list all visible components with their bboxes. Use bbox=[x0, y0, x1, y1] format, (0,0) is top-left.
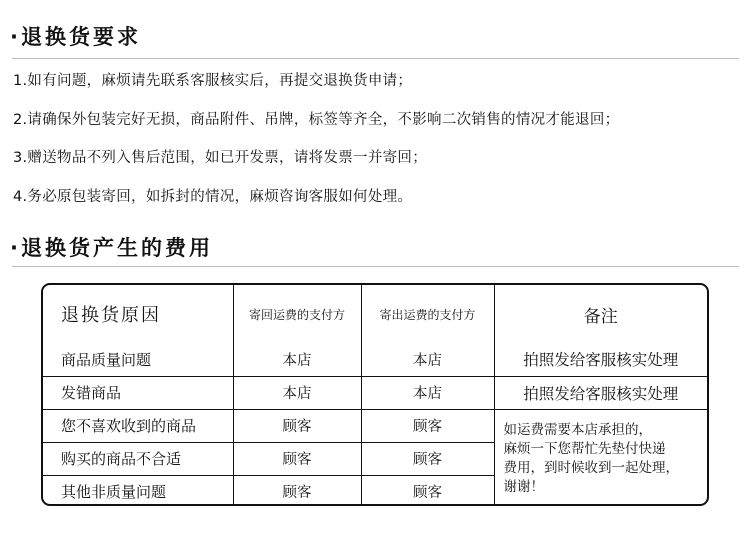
merged-note-line: 费用，到时候收到一起处理， bbox=[503, 459, 679, 476]
cell-reason: 购买的商品不合适 bbox=[43, 442, 233, 475]
cell-ship-payer: 本店 bbox=[361, 376, 494, 409]
cell-note: 拍照发给客服核实处理 bbox=[494, 376, 707, 409]
header-ship-payer: 寄出运费的支付方 bbox=[361, 285, 494, 343]
cell-reason: 商品质量问题 bbox=[43, 343, 233, 376]
cell-return-payer: 顾客 bbox=[233, 475, 361, 506]
return-fees-heading: ·退换货产生的费用 bbox=[10, 236, 213, 260]
requirement-item: 2.请确保外包装完好无损，商品附件、吊牌，标签等齐全，不影响二次销售的情况才能退回； bbox=[13, 111, 620, 128]
return-requirements-list bbox=[13, 62, 738, 216]
header-return-payer: 寄回运费的支付方 bbox=[233, 285, 361, 343]
header-reason: 退换货原因 bbox=[43, 285, 233, 343]
fees-table-frame bbox=[41, 283, 709, 506]
cell-return-payer: 本店 bbox=[233, 376, 361, 409]
cell-note: 拍照发给客服核实处理 bbox=[494, 343, 707, 376]
cell-ship-payer: 顾客 bbox=[361, 409, 494, 442]
cell-ship-payer: 顾客 bbox=[361, 442, 494, 475]
merged-note-line: 麻烦一下您帮忙先垫付快递 bbox=[503, 440, 666, 457]
table-row bbox=[43, 409, 707, 442]
cell-reason: 发错商品 bbox=[43, 376, 233, 409]
return-requirements-heading: ·退换货要求 bbox=[10, 25, 141, 49]
merged-note-line: 如运费需要本店承担的， bbox=[503, 421, 652, 438]
cell-ship-payer: 顾客 bbox=[361, 475, 494, 506]
requirement-item: 4.务必原包装寄回，如拆封的情况，麻烦咨询客服如何处理。 bbox=[13, 188, 413, 205]
cell-reason: 其他非质量问题 bbox=[43, 475, 233, 506]
table-row bbox=[43, 376, 707, 409]
section-divider bbox=[12, 58, 739, 59]
cell-return-payer: 顾客 bbox=[233, 442, 361, 475]
section-divider bbox=[12, 266, 739, 267]
table-header-row bbox=[43, 285, 707, 343]
requirement-item: 1.如有问题，麻烦请先联系客服核实后，再提交退换货申请； bbox=[13, 73, 413, 89]
cell-ship-payer: 本店 bbox=[361, 343, 494, 376]
fees-table bbox=[43, 285, 707, 506]
merged-note-cell bbox=[494, 409, 707, 506]
table-row bbox=[43, 343, 707, 376]
cell-return-payer: 顾客 bbox=[233, 409, 361, 442]
cell-return-payer: 本店 bbox=[233, 343, 361, 376]
requirement-item: 3.赠送物品不列入售后范围，如已开发票，请将发票一并寄回； bbox=[13, 150, 428, 166]
cell-reason: 您不喜欢收到的商品 bbox=[43, 409, 233, 442]
merged-note-line: 谢谢！ bbox=[503, 478, 544, 495]
header-note: 备注 bbox=[494, 285, 707, 343]
